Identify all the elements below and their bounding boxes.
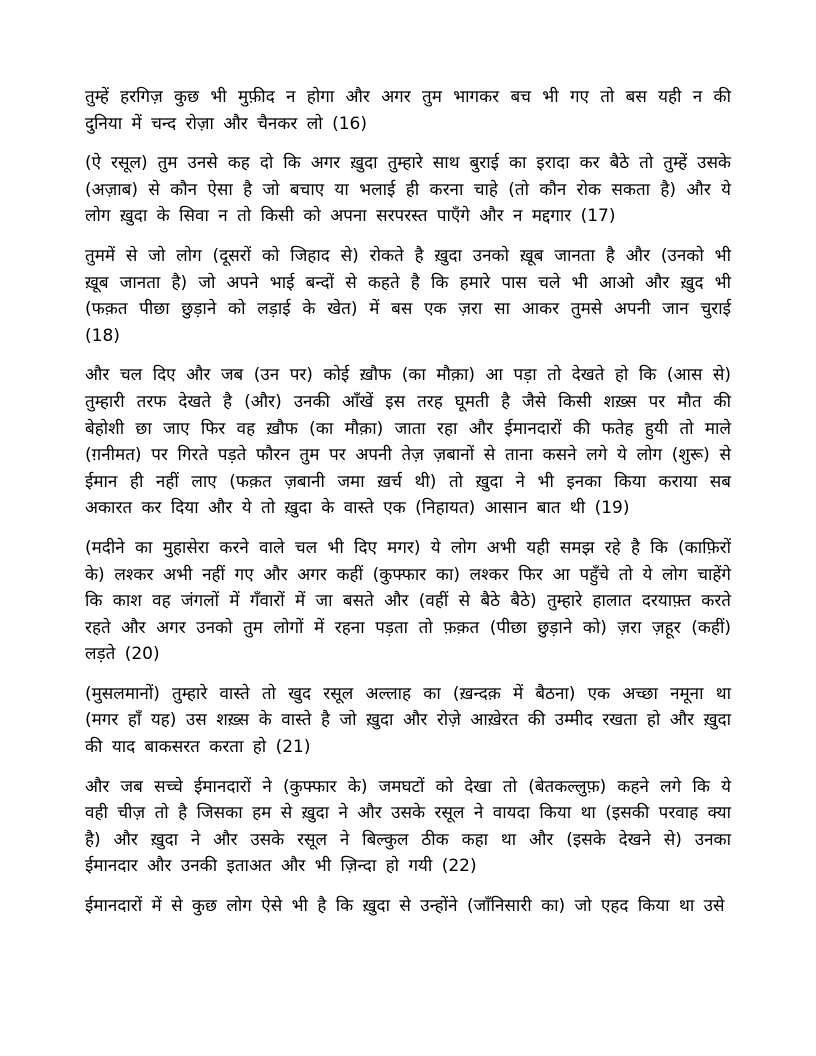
paragraph-verse-18: तुममें से जो लोग (दूसरों को जिहाद से) रोकते है ख़ुदा उनको ख़ूब जानता है और (उनको भी ख़ूब जानता है) जो अपने भाई बन्दों से कहते है कि हमारे पास चले भी आओ और ख़ुद भी (फक़त पीछा छुड़ाने को लड़ाई के खेत) में बस एक ज़रा सा आकर तुमसे अपनी जान चुराई (18) <box>85 245 731 346</box>
paragraph-verse-19: और चल दिए और जब (उन पर) कोई ख़ौफ (का मौक़ा) आ पड़ा तो देखते हो कि (आस से) तुम्हारी तरफ देखते है (और) उनकी आँखें इस तरह घूमती है जैसे किसी शख़्स पर मौत की बेहोशी छा जाए फिर वह ख़ौफ (का मौक़ा) जाता रहा और ईमानदारों की फतेह हुयी तो माले (ग़नीमत) पर गिरते पड़ते फौरन तुम पर अपनी तेज़ ज़बानों से ताना कसने लगे ये लोग (शुरू) से ईमान ही नहीं लाए (फक़त ज़बानी जमा ख़र्च थी) तो ख़ुदा ने भी इनका किया कराया सब अकारत कर दिया और ये तो ख़ुदा के वास्ते एक (निहायत) आसान बात थी (19) <box>85 365 731 519</box>
text-block <box>85 84 731 933</box>
paragraph-verse-16: तुम्हें हरगिज़ कुछ भी मुफ़ीद न होगा और अगर तुम भागकर बच भी गए तो बस यही न की दुनिया में चन्द रोज़ा और चैनकर लो (16) <box>85 87 731 134</box>
paragraph-continuation: ईमानदारों में से कुछ लोग ऐसे भी है कि ख़ुदा से उन्होंने (जॉंनिसारी का) जो एहद किया था उसे <box>85 896 725 917</box>
paragraph-verse-22: और जब सच्चे ईमानदारों ने (कुफ्फार के) जमघटों को देखा तो (बेतकल्लुफ़) कहने लगे कि ये वही चीज़ तो है जिसका हम से ख़ुदा ने और उसके रसूल ने वायदा किया था (इसकी परवाह क्या है) और ख़ुदा ने और उसके रसूल ने बिल्कुल ठीक कहा था और (इसके देखने से) उनका ईमानदार और उनकी इताअत और भी ज़िन्दा हो गयी (22) <box>85 776 731 877</box>
paragraph-verse-21: (मुसलमानों) तुम्हारे वास्ते तो खुद रसूल अल्लाह का (ख़न्दक़ में बैठना) एक अच्छा नमूना था (मगर हाँ यह) उस शख़्स के वास्ते है जो ख़ुदा और रोज़े आख़ेरत की उम्मीद रखता हो और ख़ुदा की याद बाकसरत करता हो (21) <box>85 683 731 758</box>
paragraph-verse-17: (ऐ रसूल) तुम उनसे कह दो कि अगर ख़ुदा तुम्हारे साथ बुराई का इरादा कर बैठे तो तुम्हें उसके (अज़ाब) से कौन ऐसा है जो बचाए या भलाई ही करना चाहे (तो कौन रोक सकता है) और ये लोग ख़ुदा के सिवा न तो किसी को अपना सरपरस्त पाएँगे और न मद्दगार (17) <box>85 153 731 227</box>
paragraph-verse-20: (मदीने का मुहासेरा करने वाले चल भी दिए मगर) ये लोग अभी यही समझ रहे है कि (काफ़िरों के) लश्कर अभी नहीं गए और अगर कहीं (कुफ्फार का) लश्कर फिर आ पहुँचे तो ये लोग चाहेंगे कि काश वह जंगलों में गँवारों में जा बसते और (वहीं से बैठे बैठे) तुम्हारे हालात दरयाफ़्त करते रहते और अगर उनको तुम लोगों में रहना पड़ता तो फ़क़त (पीछा छुड़ाने को) ज़रा ज़हूर (कहीं) लड़ते (20) <box>85 537 731 665</box>
